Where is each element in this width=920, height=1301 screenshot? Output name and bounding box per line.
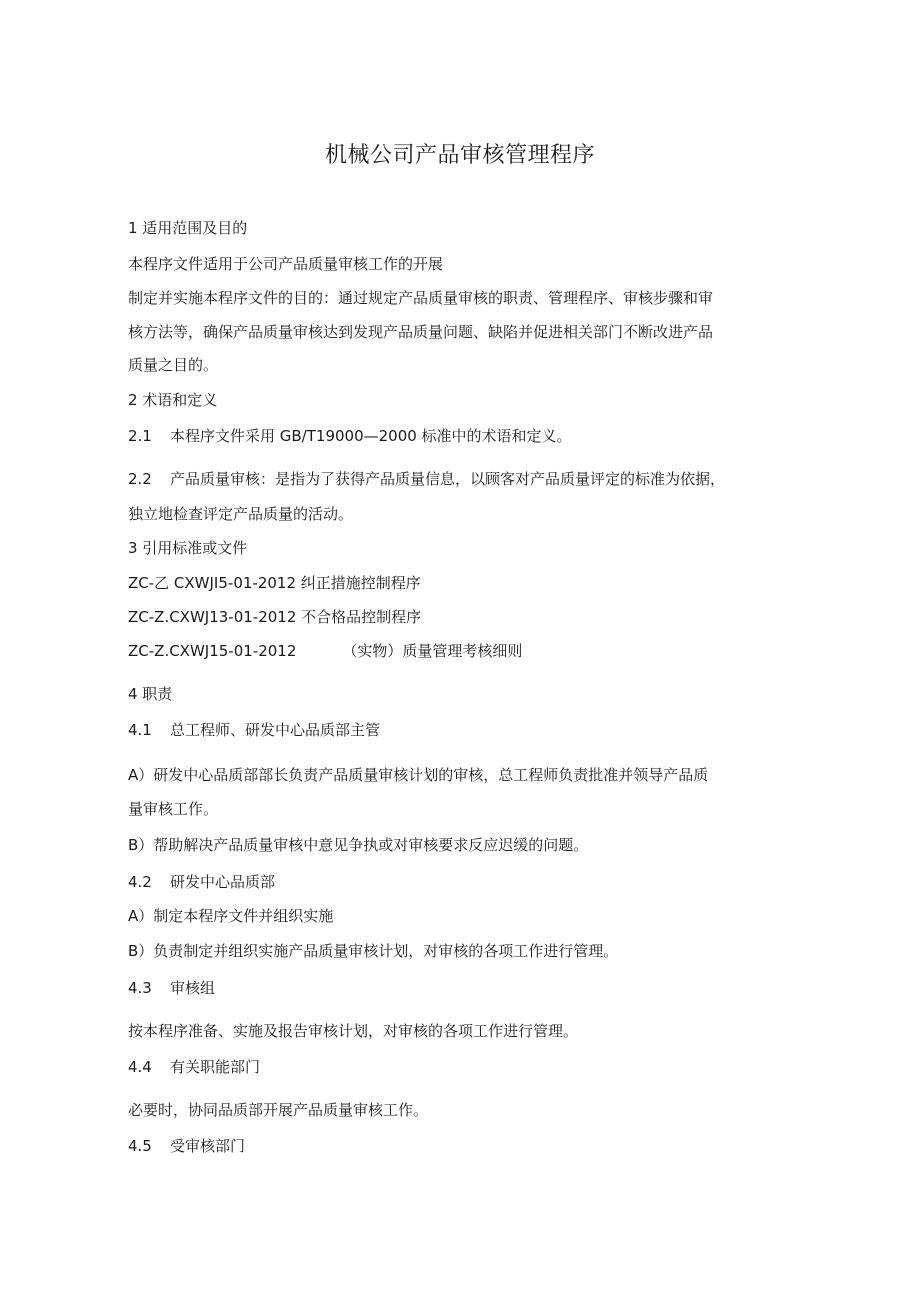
section-heading xyxy=(128,538,247,558)
paragraph-line xyxy=(128,1100,428,1120)
document-title: 机械公司产品审核管理程序 xyxy=(324,143,595,168)
reference-line xyxy=(128,641,522,661)
clause-number: 4.5 xyxy=(128,1137,152,1155)
line-text: 1 适用范围及目的 xyxy=(128,219,248,237)
paragraph-line xyxy=(128,799,218,819)
line-text: 质量之目的。 xyxy=(128,356,219,374)
clause-number: 4.1 xyxy=(128,721,152,739)
line-text: 产品质量审核：是指为了获得产品质量信息，以顾客对产品质量评定的标准为依据， xyxy=(170,470,726,488)
clause-number: 2.1 xyxy=(128,427,152,445)
clause-line xyxy=(128,469,725,489)
paragraph-line xyxy=(128,906,333,926)
clause-line xyxy=(128,1057,260,1077)
line-text: B）帮助解决产品质量审核中意见争执或对审核要求反应迟缓的问题。 xyxy=(128,836,589,854)
line-text: 本程序文件采用 GB/T19000—2000 标准中的术语和定义。 xyxy=(170,427,572,445)
paragraph-line xyxy=(128,941,618,961)
clause-line xyxy=(128,426,572,446)
paragraph-line xyxy=(128,355,218,375)
paragraph-line xyxy=(128,504,353,524)
line-text: 按本程序准备、实施及报告审核计划，对审核的各项工作进行管理。 xyxy=(128,1022,579,1040)
line-text: 受审核部门 xyxy=(170,1137,246,1155)
line-text: 量审核工作。 xyxy=(128,800,219,818)
paragraph-line xyxy=(128,254,443,274)
paragraph-line xyxy=(128,1021,578,1041)
line-text: 审核组 xyxy=(170,979,216,997)
line-text: A）研发中心品质部部长负责产品质量审核计划的审核，总工程师负责批准并领导产品质 xyxy=(128,766,709,784)
line-text: ZC-Z.CXWJ13-01-2012 不合格品控制程序 xyxy=(128,608,422,626)
line-text: 独立地检查评定产品质量的活动。 xyxy=(128,505,354,523)
line-text: 必要时，协同品质部开展产品质量审核工作。 xyxy=(128,1101,429,1119)
clause-number: 4.4 xyxy=(128,1058,152,1076)
line-text: 4 职责 xyxy=(128,685,173,703)
paragraph-line xyxy=(128,288,713,308)
reference-code: ZC-Z.CXWJ15-01-2012 xyxy=(128,642,297,660)
line-text: 总工程师、研发中心品质部主管 xyxy=(170,721,381,739)
line-text: （实物）质量管理考核细则 xyxy=(342,642,523,660)
clause-line xyxy=(128,720,380,740)
section-heading xyxy=(128,684,172,704)
reference-line xyxy=(128,573,421,593)
line-text: 研发中心品质部 xyxy=(170,873,276,891)
line-text: A）制定本程序文件并组织实施 xyxy=(128,907,334,925)
line-text: 制定并实施本程序文件的目的：通过规定产品质量审核的职责、管理程序、审核步骤和审 xyxy=(128,289,714,307)
paragraph-line xyxy=(128,322,713,342)
line-text: 核方法等，确保产品质量审核达到发现产品质量问题、缺陷并促进相关部门不断改进产品 xyxy=(128,323,714,341)
line-text: ZC-乙 CXWJI5-01-2012 纠正措施控制程序 xyxy=(128,574,421,592)
section-heading xyxy=(128,390,217,410)
clause-number: 4.3 xyxy=(128,979,152,997)
line-text: B）负责制定并组织实施产品质量审核计划，对审核的各项工作进行管理。 xyxy=(128,942,619,960)
clause-number: 4.2 xyxy=(128,873,152,891)
paragraph-line xyxy=(128,835,588,855)
line-text: 3 引用标准或文件 xyxy=(128,539,248,557)
clause-number: 2.2 xyxy=(128,470,152,488)
line-text: 2 术语和定义 xyxy=(128,391,218,409)
line-text: 本程序文件适用于公司产品质量审核工作的开展 xyxy=(128,255,444,273)
clause-line xyxy=(128,1136,245,1156)
clause-line xyxy=(128,978,215,998)
reference-line xyxy=(128,607,421,627)
section-heading xyxy=(128,218,247,238)
line-text: 有关职能部门 xyxy=(170,1058,261,1076)
clause-line xyxy=(128,872,275,892)
paragraph-line xyxy=(128,765,708,785)
